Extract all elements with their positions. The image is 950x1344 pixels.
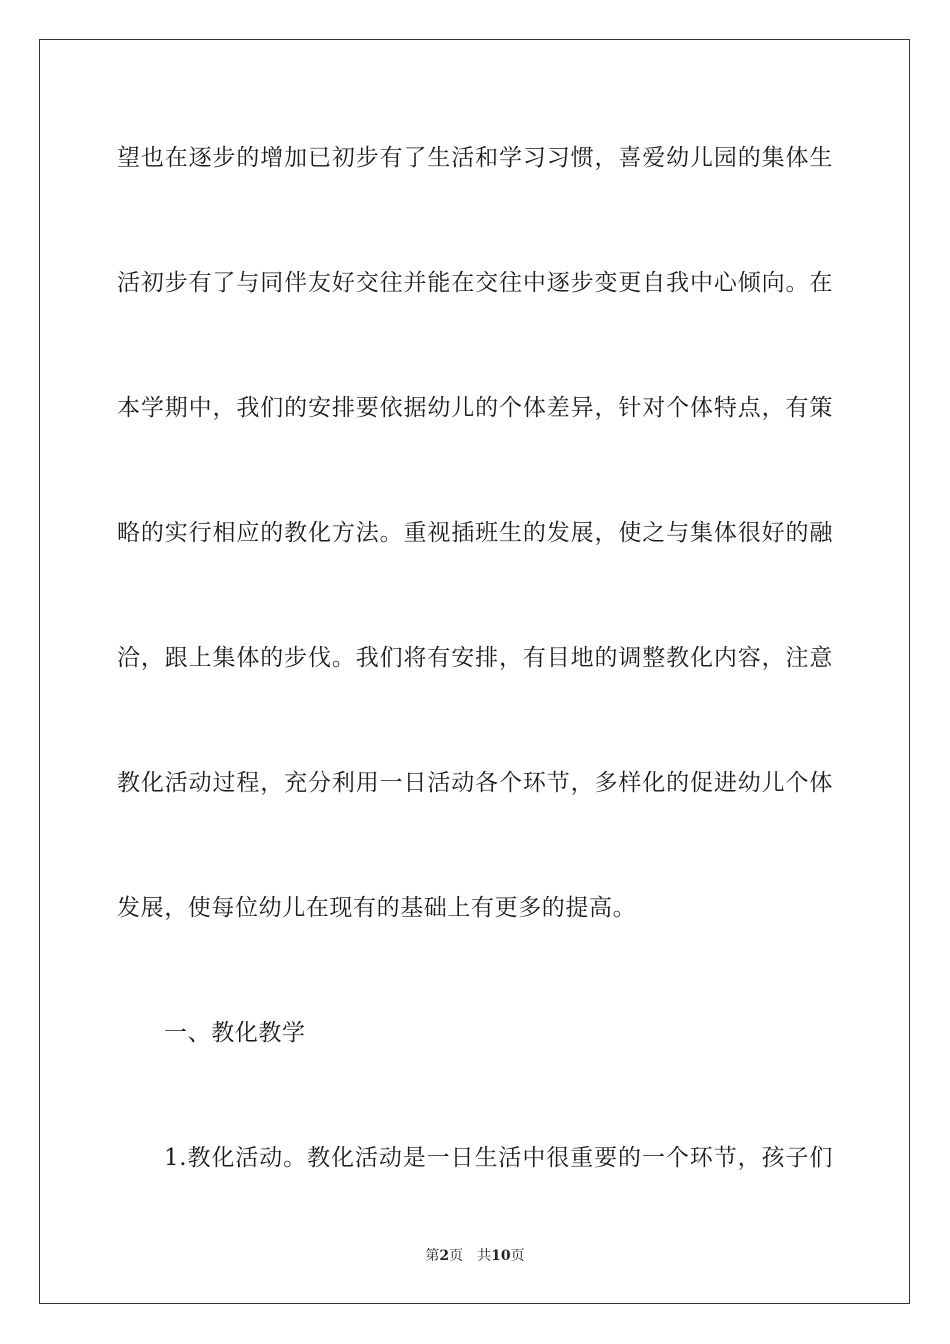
footer-total-number: 10 [491,1248,511,1264]
body-line-1: 望也在逐步的增加已初步有了生活和学习习惯，喜爱幼儿园的集体生 [117,145,833,171]
footer-page-suffix: 页 [449,1248,464,1264]
body-line-6: 教化活动过程，充分利用一日活动各个环节，多样化的促进幼儿个体 [117,770,833,796]
body-line-3: 本学期中，我们的安排要依据幼儿的个体差异，针对个体特点，有策 [117,395,833,421]
body-line-4: 略的实行相应的教化方法。重视插班生的发展，使之与集体很好的融 [117,520,833,546]
footer-page-number: 2 [439,1248,450,1264]
footer-page-prefix: 第 [425,1248,440,1264]
body-line-5: 洽，跟上集体的步伐。我们将有安排，有目地的调整教化内容，注意 [117,645,833,671]
footer-total-suffix: 页 [510,1248,525,1264]
body-line-2: 活初步有了与同伴友好交往并能在交往中逐步变更自我中心倾向。在 [117,270,833,296]
footer-total-prefix: 共 [477,1248,492,1264]
list-item-line: 1.教化活动。教化活动是一日生活中很重要的一个环节，孩子们 [164,1145,833,1171]
page-footer [0,1247,950,1265]
section-heading: 一、教化教学 [164,1020,306,1046]
body-line-7: 发展，使每位幼儿在现有的基础上有更多的提高。 [117,895,637,921]
